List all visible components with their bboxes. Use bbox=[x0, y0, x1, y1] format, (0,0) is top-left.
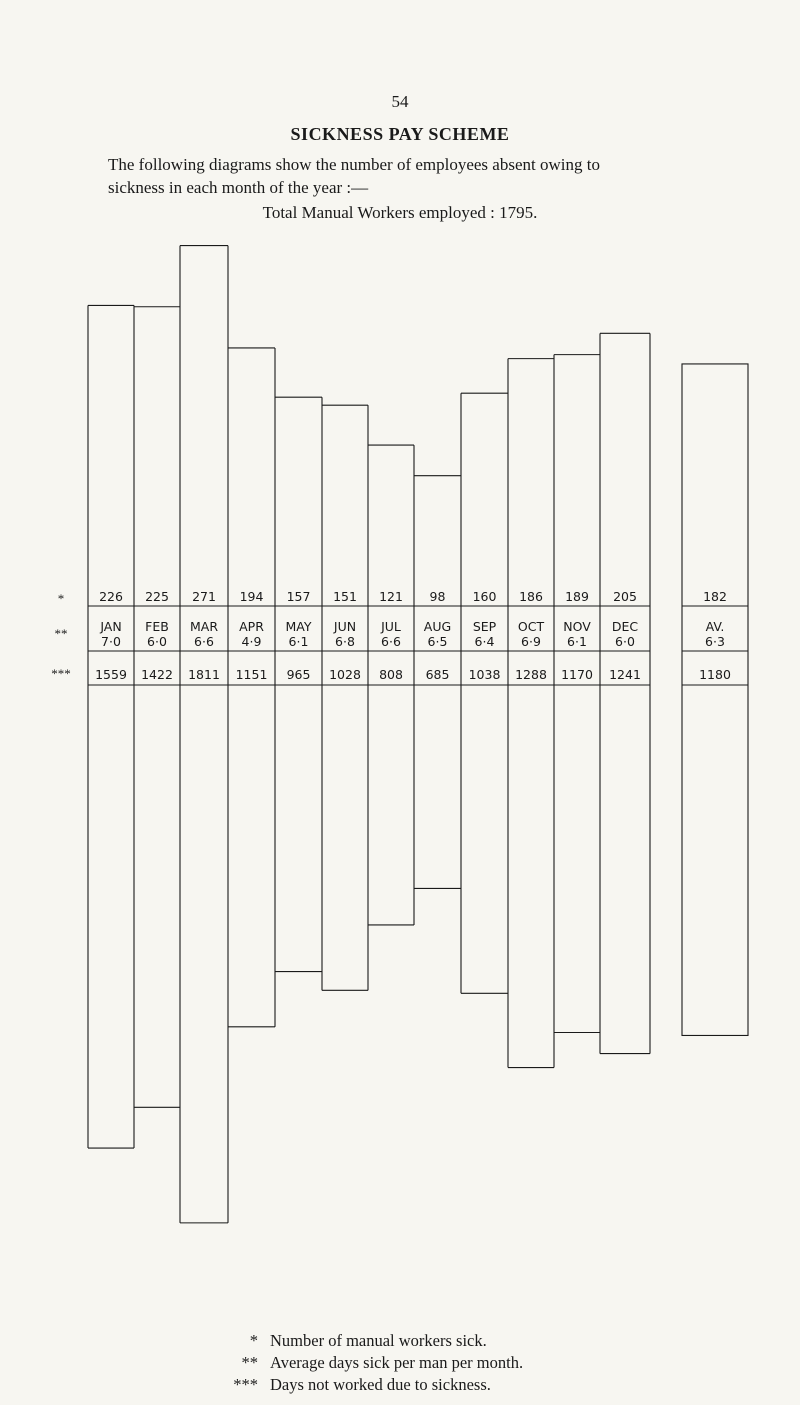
average-avg-days-label: 6·3 bbox=[705, 634, 725, 649]
legend-row-average-days bbox=[0, 1352, 800, 1374]
days-lost-label: 1241 bbox=[609, 667, 641, 682]
total-workers-caption: Total Manual Workers employed : 1795. bbox=[262, 203, 538, 222]
row-mark-workers-sick: * bbox=[57, 591, 65, 606]
legend-mark: * bbox=[249, 1331, 258, 1350]
average-days-label: 6·9 bbox=[521, 634, 541, 649]
page-number: 54 bbox=[391, 92, 409, 111]
legend-text: Days not worked due to sickness. bbox=[270, 1375, 491, 1394]
days-lost-label: 1028 bbox=[329, 667, 361, 682]
legend-text: Number of manual workers sick. bbox=[270, 1331, 487, 1350]
average-days-label: 6·0 bbox=[147, 634, 167, 649]
month-label: APR bbox=[239, 619, 264, 634]
average-days-label: 6·6 bbox=[381, 634, 401, 649]
days-lost-label: 965 bbox=[286, 667, 311, 682]
workers-sick-label: 205 bbox=[613, 589, 637, 604]
workers-sick-label: 194 bbox=[239, 589, 264, 604]
days-lost-label: 808 bbox=[379, 667, 403, 682]
average-days-label: 6·4 bbox=[474, 634, 495, 649]
average-days-label: 6·8 bbox=[335, 634, 355, 649]
month-label: NOV bbox=[563, 619, 591, 634]
month-label: MAY bbox=[285, 619, 312, 634]
legend-row-days-lost bbox=[0, 1374, 800, 1396]
average-column-frame bbox=[682, 364, 748, 1036]
days-lost-label: 1559 bbox=[95, 667, 127, 682]
workers-sick-label: 157 bbox=[286, 589, 311, 604]
intro-line-1: The following diagrams show the number of employees absent owing to bbox=[108, 155, 600, 174]
average-days-label: 6·1 bbox=[567, 634, 587, 649]
legend-mark: ** bbox=[241, 1353, 258, 1372]
month-label: SEP bbox=[472, 619, 497, 634]
workers-sick-label: 160 bbox=[472, 589, 497, 604]
average-days-label: 6·0 bbox=[615, 634, 635, 649]
days-lost-label: 685 bbox=[425, 667, 450, 682]
month-label: DEC bbox=[611, 619, 639, 634]
workers-sick-label: 151 bbox=[333, 589, 357, 604]
legend-mark: *** bbox=[233, 1375, 258, 1394]
average-days-label: 4·9 bbox=[241, 634, 262, 649]
days-lost-label: 1170 bbox=[561, 667, 593, 682]
average-days-label: 6·1 bbox=[288, 634, 309, 649]
average-days-lost-label: 1180 bbox=[699, 667, 731, 682]
workers-sick-label: 226 bbox=[99, 589, 123, 604]
days-lost-label: 1811 bbox=[188, 667, 220, 682]
legend-text: Average days sick per man per month. bbox=[270, 1353, 524, 1372]
workers-sick-label: 225 bbox=[145, 589, 169, 604]
average-days-label: 6·6 bbox=[194, 634, 214, 649]
average-label: AV. bbox=[705, 619, 725, 634]
legend-row-workers-sick bbox=[0, 1330, 800, 1352]
average-workers-sick-label: 182 bbox=[703, 589, 727, 604]
month-label: JAN bbox=[100, 619, 122, 634]
month-label: FEB bbox=[145, 619, 169, 634]
days-lost-label: 1038 bbox=[468, 667, 501, 682]
average-days-label: 6·5 bbox=[427, 634, 448, 649]
page-title: SICKNESS PAY SCHEME bbox=[290, 124, 510, 144]
month-label: AUG bbox=[423, 619, 452, 634]
workers-sick-label: 189 bbox=[565, 589, 589, 604]
intro-line-2: sickness in each month of the year :— bbox=[108, 178, 369, 197]
row-mark-days-lost: *** bbox=[51, 666, 71, 681]
month-label: JUL bbox=[381, 619, 401, 634]
workers-sick-label: 271 bbox=[192, 589, 216, 604]
workers-sick-label: 186 bbox=[519, 589, 543, 604]
legend bbox=[0, 1330, 800, 1396]
workers-sick-label: 121 bbox=[379, 589, 403, 604]
month-label: JUN bbox=[333, 619, 357, 634]
month-label: MAR bbox=[189, 619, 219, 634]
average-days-label: 7·0 bbox=[101, 634, 121, 649]
days-lost-label: 1422 bbox=[141, 667, 173, 682]
days-lost-label: 1151 bbox=[235, 667, 268, 682]
row-mark-average-days: ** bbox=[54, 626, 68, 641]
month-label: OCT bbox=[517, 619, 545, 634]
workers-sick-label: 98 bbox=[429, 589, 446, 604]
days-lost-label: 1288 bbox=[515, 667, 547, 682]
